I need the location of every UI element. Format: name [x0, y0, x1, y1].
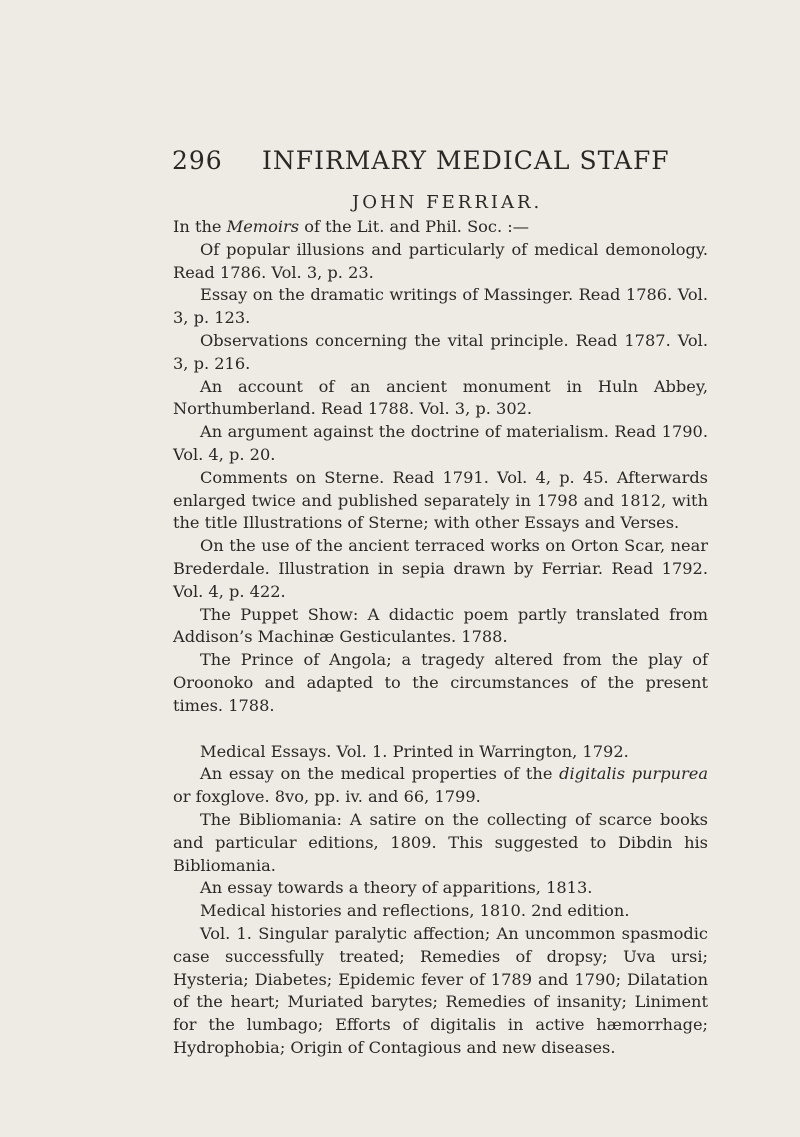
entry-massinger: Essay on the dramatic writings of Massinger. Read 1786. Vol. 3, p. 123.	[173, 285, 708, 328]
body-text	[173, 216, 708, 1060]
entry-sterne: Comments on Sterne. Read 1791. Vol. 4, p. 45. Afterwards enlarged twice and published separately in 1798 and 1812, with the title Illustrations of Sterne; with other Essays and Verses.	[173, 467, 708, 533]
intro-line: In the Memoirs of the Lit. and Phil. Soc. :—	[173, 217, 529, 236]
entry-vol1-contents: Vol. 1. Singular paralytic affection; An uncommon spasmodic case successfully treated; Remedies of dropsy; Uva ursi; Hysteria; Diabetes; Epidemic fever of 1789 and 1790; Dilatation of the heart; Muriated barytes; Remedies of insanity; Liniment for the lumbago; Efforts of digitalis in active hæmorrhage; Hydrophobia; Origin of Contagious and new diseases.	[173, 923, 708, 1057]
entry-vital-principle: Observations concerning the vital principle. Read 1787. Vol. 3, p. 216.	[173, 330, 708, 373]
section-title: JOHN FERRIAR.	[352, 192, 543, 213]
running-title: INFIRMARY MEDICAL STAFF	[262, 146, 670, 175]
entry-prince-of-angola: The Prince of Angola; a tragedy altered from the play of Oroonoko and adapted to the circumstances of the present times. 1788.	[173, 650, 708, 715]
page-number: 296	[172, 146, 223, 175]
entry-foxglove: An essay on the medical properties of the digitalis purpurea or foxglove. 8vo, pp. iv. and 66, 1799.	[173, 764, 709, 807]
entry-medical-histories: Medical histories and reflections, 1810. 2nd edition.	[200, 901, 630, 921]
running-head	[172, 146, 670, 175]
entry-huln-abbey: An account of an ancient monument in Huln Abbey, Northumberland. Read 1788. Vol. 3, p. 302.	[173, 376, 708, 419]
entry-orton-scar: On the use of the ancient terraced works on Orton Scar, near Brederdale. Illustration in sepia drawn by Ferriar. Read 1792. Vol. 4, p. 422.	[173, 536, 708, 601]
entry-demonology: Of popular illusions and particularly of medical demonology. Read 1786. Vol. 3, p. 23.	[173, 239, 708, 282]
entry-materialism: An argument against the doctrine of materialism. Read 1790. Vol. 4, p. 20.	[173, 422, 708, 464]
entry-medical-essays: Medical Essays. Vol. 1. Printed in Warrington, 1792.	[200, 741, 629, 761]
entry-bibliomania: The Bibliomania: A satire on the collecting of scarce books and particular editions, 1809. This suggested to Dibdin his Bibliomania.	[173, 809, 708, 875]
entry-apparitions: An essay towards a theory of apparitions, 1813.	[200, 878, 593, 898]
entry-puppet-show: The Puppet Show: A didactic poem partly translated from Addison’s Machinæ Gesticulantes. 1788.	[173, 604, 708, 647]
